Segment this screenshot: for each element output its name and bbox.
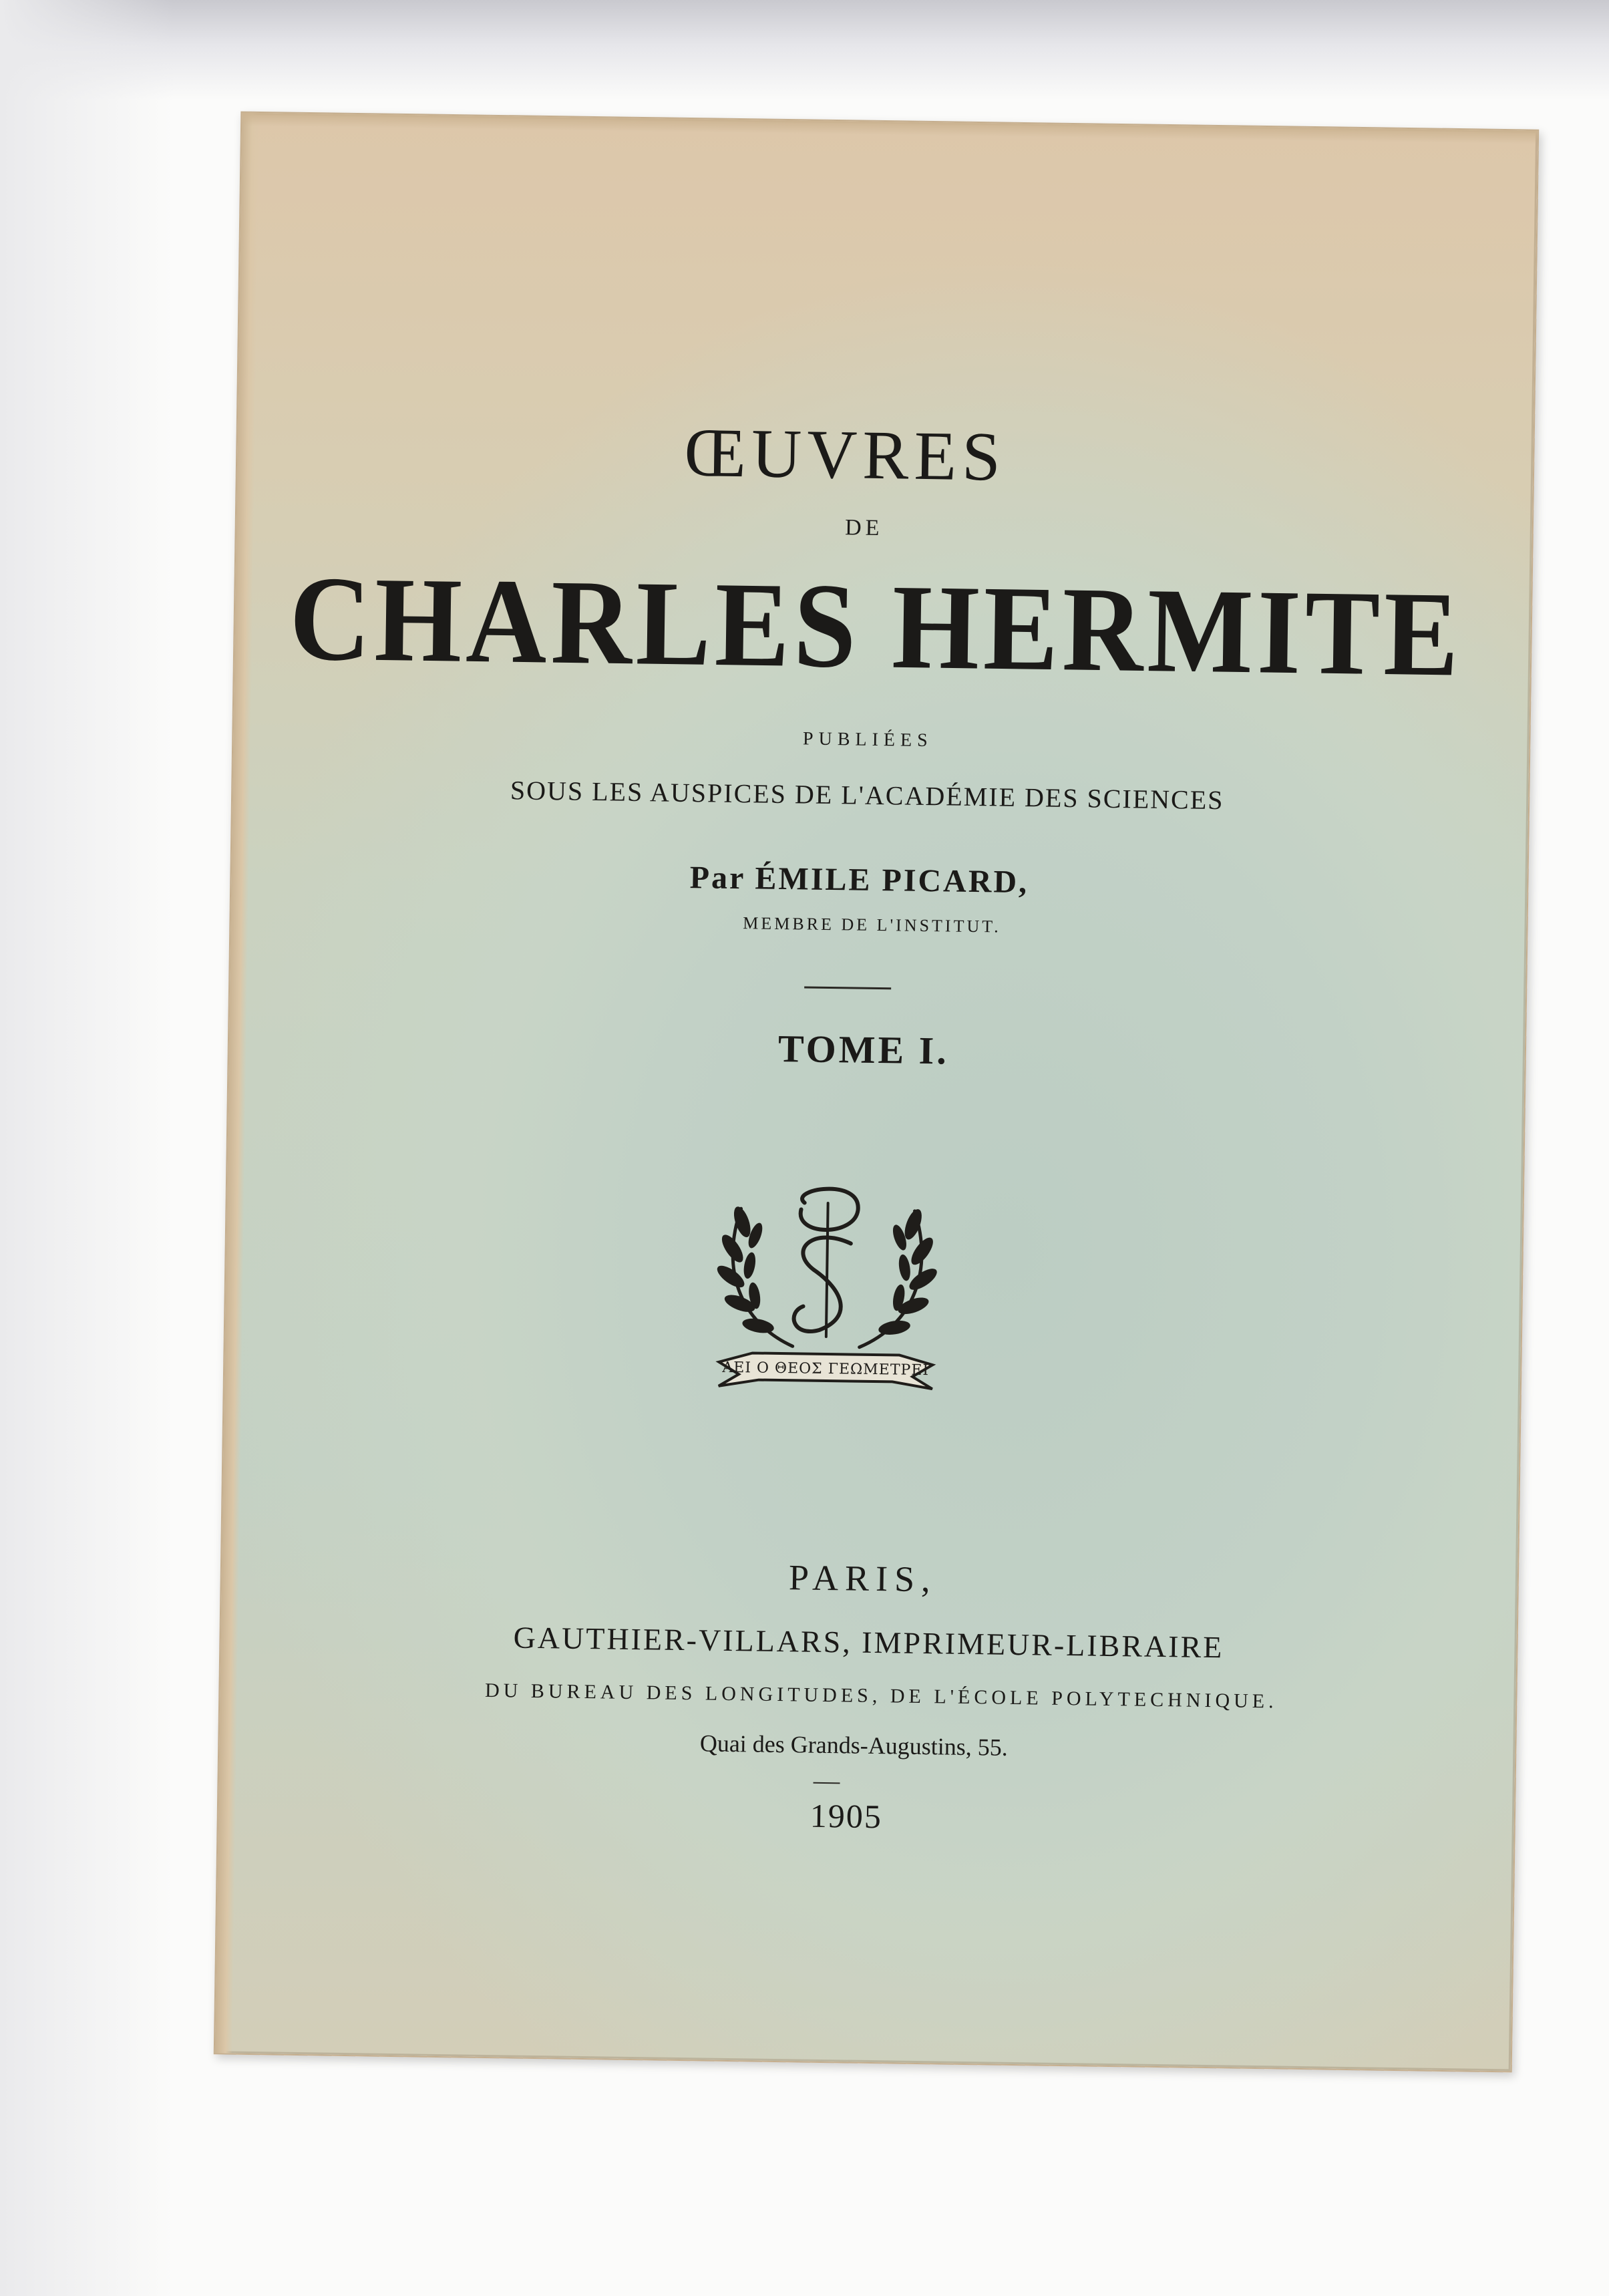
volume-label: TOME I. [777,1026,950,1073]
publisher-details: DU BUREAU DES LONGITUDES, DE L'ÉCOLE POLYTECHNIQUE. [484,1679,1278,1713]
editor-line: Par ÉMILE PICARD, [689,860,1029,900]
emblem-motto: ΑΕΙ Ο ΘΕΟΣ ΓΕΩΜΕΤΡΕΙ [722,1359,930,1379]
laurel-monogram-emblem [691,1161,962,1406]
publisher-line: GAUTHIER-VILLARS, IMPRIMEUR-LIBRAIRE [513,1620,1224,1665]
short-divider [814,1782,840,1784]
publication-year: 1905 [810,1796,883,1836]
title-preposition: DE [844,515,884,541]
city-line: PARIS, [788,1557,938,1600]
auspices-line: SOUS LES AUSPICES DE L'ACADÉMIE DES SCIENCES [510,775,1224,816]
editor-title: MEMBRE DE L'INSTITUT. [743,913,1001,937]
divider-rule [804,986,891,989]
book-cover [214,112,1539,2073]
title-oeuvres: ŒUVRES [683,414,1007,496]
published-label: PUBLIÉES [802,728,933,752]
address-line: Quai des Grands-Augustins, 55. [699,1730,1009,1761]
author-name: CHARLES HERMITE [289,551,1464,702]
cover-text [215,113,1538,2072]
